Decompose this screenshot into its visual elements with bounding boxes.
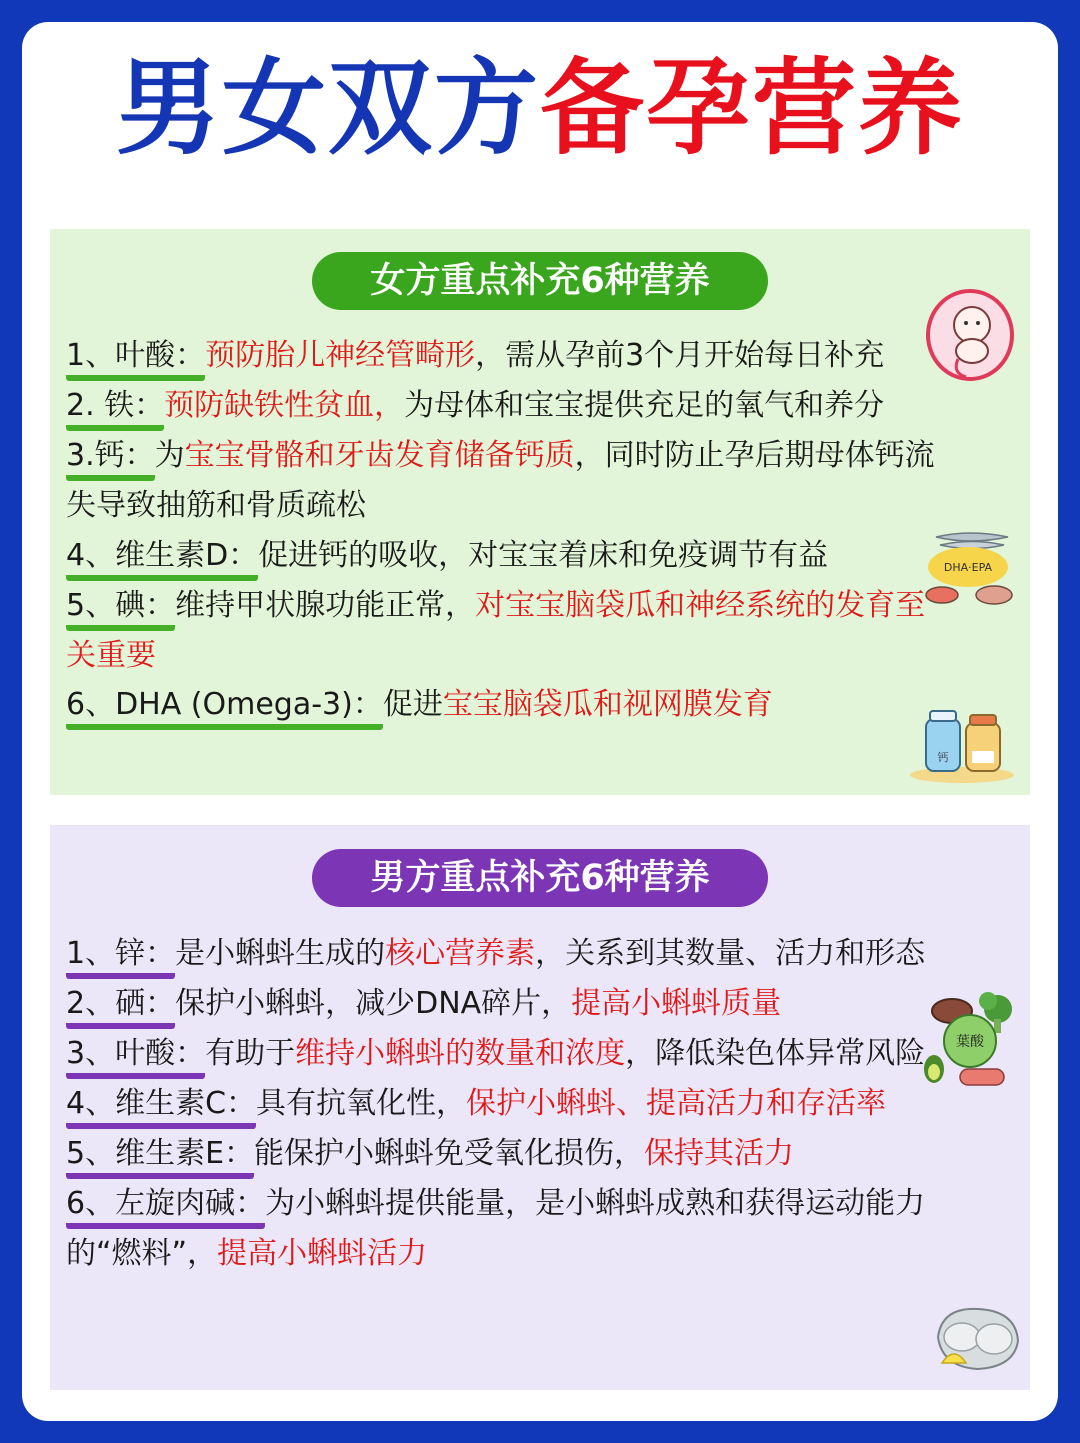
female-nutrition-section xyxy=(50,229,1030,795)
male-nutrition-section xyxy=(50,825,1030,1390)
nutrient-text: 为母体和宝宝提供充足的氧气和养分 xyxy=(404,388,885,423)
folate-label: 葉酸 xyxy=(956,1034,984,1050)
nutrient-name: 4、维生素D： xyxy=(66,537,258,581)
nutrient-name: 6、左旋肉碱： xyxy=(66,1185,265,1229)
nutrient-text: ，关系到其数量、活力和形态 xyxy=(535,936,926,971)
nutrient-text: ，降低染色体异常风险 xyxy=(625,1036,926,1071)
nutrient-text: 有助于 xyxy=(205,1036,296,1071)
nutrient-highlight: 核心营养素 xyxy=(385,936,536,971)
list-item xyxy=(66,381,946,431)
nutrient-highlight: 保持其活力 xyxy=(644,1136,795,1171)
page-title xyxy=(0,48,1080,168)
list-item xyxy=(66,1179,946,1279)
nutrient-highlight: 对宝宝脑袋瓜和神经系统的发育至关重要 xyxy=(66,587,926,673)
nutrient-text: 维持甲状腺功能正常， xyxy=(175,587,476,623)
nutrient-name: 6、DHA (Omega-3)： xyxy=(66,686,383,730)
list-item xyxy=(66,929,946,979)
nutrient-highlight: 提高小蝌蚪活力 xyxy=(217,1236,428,1271)
nutrient-text: 能保护小蝌蚪免受氧化损伤， xyxy=(254,1136,645,1171)
nutrient-name: 4、维生素C： xyxy=(66,1085,256,1129)
male-section-heading: 男方重点补充6种营养 xyxy=(312,849,768,907)
nutrient-name: 3.钙： xyxy=(66,437,155,481)
list-item xyxy=(66,431,946,531)
nutrient-highlight: 宝宝脑袋瓜和视网膜发育 xyxy=(442,687,773,722)
oyster-icon xyxy=(932,1301,1024,1377)
nutrient-name: 5、碘： xyxy=(66,587,175,631)
fish-oil-icon xyxy=(922,529,1018,611)
list-item xyxy=(66,1129,946,1179)
list-item xyxy=(66,680,946,730)
title-part-2: 备孕营养 xyxy=(540,47,965,169)
nutrient-text: 是小蝌蚪生成的 xyxy=(175,936,386,971)
nutrient-highlight: 维持小蝌蚪的数量和浓度 xyxy=(295,1036,626,1071)
title-part-1: 男女双方 xyxy=(115,47,540,169)
list-item xyxy=(66,979,946,1029)
nutrient-text: 保护小蝌蚪，减少DNA碎片， xyxy=(175,986,572,1021)
list-item xyxy=(66,1079,946,1129)
calcium-label: 钙 xyxy=(937,751,949,764)
nutrient-name: 1、叶酸： xyxy=(66,337,205,381)
list-item xyxy=(66,531,946,581)
list-item xyxy=(66,581,946,681)
nutrient-text: ，同时防止孕后期母体钙流失导致抽筋和骨质疏松 xyxy=(66,438,935,523)
female-section-heading: 女方重点补充6种营养 xyxy=(312,252,768,310)
male-nutrient-list xyxy=(66,929,946,1279)
nutrient-text: 为 xyxy=(154,438,185,473)
folate-foods-icon xyxy=(920,989,1020,1091)
nutrient-highlight: 提高小蝌蚪质量 xyxy=(571,986,782,1021)
nutrient-highlight: 保护小蝌蚪、提高活力和存活率 xyxy=(466,1086,887,1121)
list-item xyxy=(66,331,946,381)
nutrient-name: 2、硒： xyxy=(66,985,175,1029)
nutrient-text: 促进钙的吸收，对宝宝着床和免疫调节有益 xyxy=(258,537,829,573)
nutrient-text: 为小蝌蚪提供能量，是小蝌蚪成熟和获得运动能力的“燃料”， xyxy=(66,1186,926,1271)
nutrient-text: ，需从孕前3个月开始每日补充 xyxy=(475,338,885,373)
nutrient-name: 3、叶酸： xyxy=(66,1035,205,1079)
nutrient-name: 5、维生素E： xyxy=(66,1135,254,1179)
nutrient-text: 促进 xyxy=(382,687,443,722)
dha-epa-label: DHA·EPA xyxy=(943,561,993,574)
nutrient-highlight: 宝宝骨骼和牙齿发育储备钙质 xyxy=(184,438,575,473)
female-nutrient-list xyxy=(66,331,946,730)
nutrient-name: 2. 铁： xyxy=(66,387,164,431)
nutrient-highlight: 预防胎儿神经管畸形 xyxy=(205,338,476,373)
list-item xyxy=(66,1029,946,1079)
nutrient-text: 具有抗氧化性， xyxy=(256,1086,467,1121)
nutrient-highlight: 预防缺铁性贫血， xyxy=(164,388,405,423)
nutrient-name: 1、锌： xyxy=(66,935,175,979)
fetus-icon xyxy=(922,287,1018,387)
supplement-bottles-icon xyxy=(906,705,1018,785)
